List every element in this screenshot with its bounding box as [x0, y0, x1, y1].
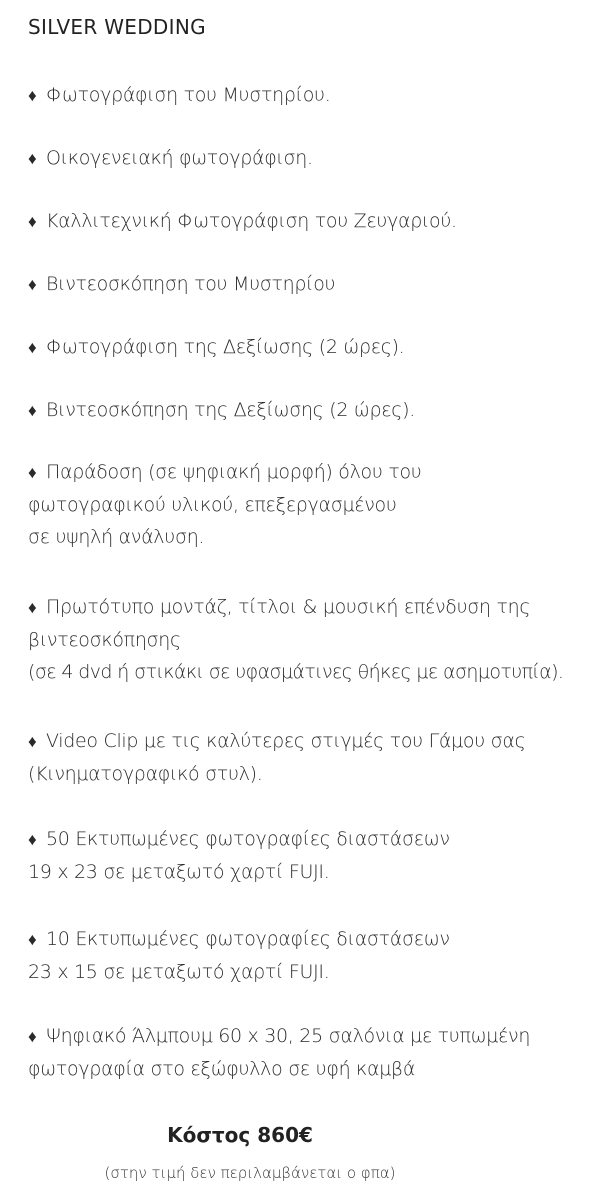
list-item	[28, 268, 613, 301]
diamond-bullet-icon: ♦	[28, 338, 37, 358]
list-item	[28, 823, 613, 888]
item-line: ♦ Φωτογράφιση του Μυστηρίου.	[28, 79, 613, 112]
list-item	[28, 142, 613, 175]
item-line: φωτογραφία στο εξώφυλλο σε υφή καμβά	[28, 1058, 416, 1080]
item-line: 23 x 15 σε μεταξωτό χαρτί FUJI.	[28, 961, 330, 983]
item-line: (σε 4 dvd ή στικάκι σε υφασμάτινες θήκες με ασημοτυπία).	[28, 661, 564, 683]
vat-note: (στην τιμή δεν περιλαμβάνεται ο φπα)	[104, 1164, 396, 1182]
item-line: ♦ Video Clip με τις καλύτερες στιγμές του Γάμου σας	[28, 725, 613, 758]
diamond-bullet-icon: ♦	[28, 212, 37, 232]
item-line: ♦ Ψηφιακό Άλμπουμ 60 x 30, 25 σαλόνια με τυπωμένη	[28, 1020, 613, 1053]
diamond-bullet-icon: ♦	[28, 598, 37, 618]
item-line: βιντεοσκόπησης	[28, 629, 181, 651]
diamond-bullet-icon: ♦	[28, 149, 37, 169]
list-item	[28, 394, 613, 427]
item-line: ♦ Βιντεοσκόπηση του Μυστηρίου	[28, 268, 613, 301]
list-item	[28, 456, 613, 553]
item-line: ♦ 50 Εκτυπωμένες φωτογραφίες διαστάσεων	[28, 823, 613, 856]
item-line: ♦ Παράδοση (σε ψηφιακή μορφή) όλου του	[28, 456, 613, 489]
list-item	[28, 725, 613, 790]
list-item	[28, 923, 613, 988]
package-cost: Κόστος 860€	[167, 1123, 313, 1147]
list-item	[28, 205, 613, 238]
package-title: SILVER WEDDING	[28, 15, 206, 39]
diamond-bullet-icon: ♦	[28, 401, 37, 421]
diamond-bullet-icon: ♦	[28, 463, 37, 483]
diamond-bullet-icon: ♦	[28, 1027, 37, 1047]
list-item	[28, 331, 613, 364]
diamond-bullet-icon: ♦	[28, 86, 37, 106]
item-line: ♦ 10 Εκτυπωμένες φωτογραφίες διαστάσεων	[28, 923, 613, 956]
diamond-bullet-icon: ♦	[28, 275, 37, 295]
item-line: ♦ Φωτογράφιση της Δεξίωσης (2 ώρες).	[28, 331, 613, 364]
item-line: ♦ Οικογενειακή φωτογράφιση.	[28, 142, 613, 175]
item-line: σε υψηλή ανάλυση.	[28, 526, 205, 548]
list-item	[28, 1020, 613, 1085]
item-line: 19 x 23 σε μεταξωτό χαρτί FUJI.	[28, 861, 330, 883]
item-line: ♦ Βιντεοσκόπηση της Δεξίωσης (2 ώρες).	[28, 394, 613, 427]
list-item	[28, 591, 613, 688]
diamond-bullet-icon: ♦	[28, 830, 37, 850]
diamond-bullet-icon: ♦	[28, 930, 37, 950]
item-line: φωτογραφικού υλικού, επεξεργασμένου	[28, 494, 397, 516]
item-line: (Κινηματογραφικό στυλ).	[28, 763, 263, 785]
item-line: ♦ Καλλιτεχνική Φωτογράφιση του Ζευγαριού.	[28, 205, 613, 238]
list-item	[28, 79, 613, 112]
diamond-bullet-icon: ♦	[28, 732, 37, 752]
item-line: ♦ Πρωτότυπο μοντάζ, τίτλοι & μουσική επένδυση της	[28, 591, 613, 624]
